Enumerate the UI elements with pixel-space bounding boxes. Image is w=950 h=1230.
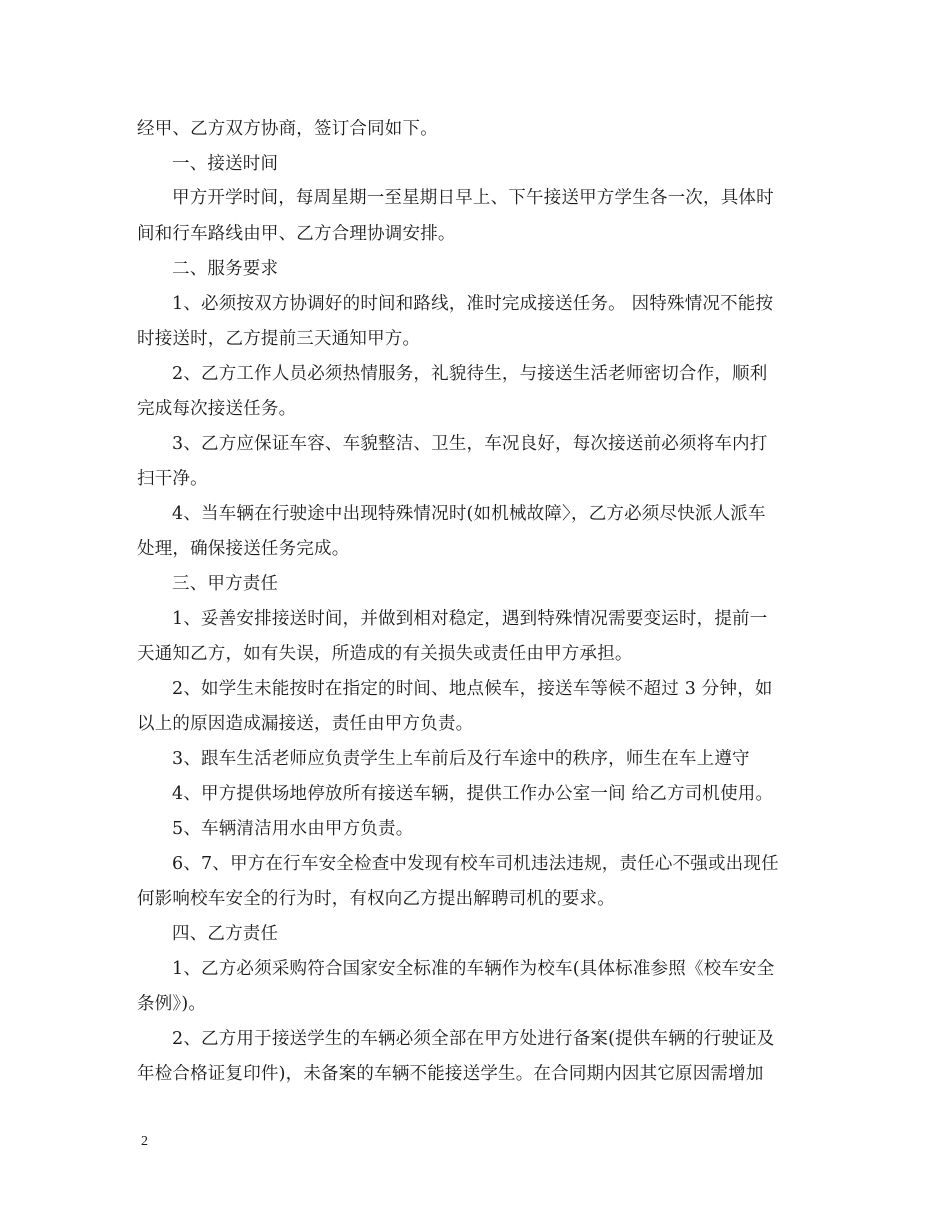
paragraph-line: 3、乙方应保证车容、车貌整洁、卫生，车况良好，每次接送前必须将车内打 bbox=[172, 434, 768, 454]
section-heading-pickup-time: 一、接送时间 bbox=[172, 154, 279, 174]
paragraph-line: 4、当车辆在行驶途中出现特殊情况时(如机械故障〉，乙方必须尽快派人派车 bbox=[172, 504, 766, 524]
paragraph-intro: 经甲、乙方双方协商，签订合同如下。 bbox=[137, 119, 438, 139]
paragraph-line: 4、甲方提供场地停放所有接送车辆，提供工作办公室一间 给乙方司机使用。 bbox=[172, 784, 774, 804]
paragraph-line: 天通知乙方，如有失误，所造成的有关损失或责任由甲方承担。 bbox=[137, 644, 633, 664]
section-heading-service-requirements: 二、服务要求 bbox=[172, 259, 279, 279]
paragraph-line: 间和行车路线由甲、乙方合理协调安排。 bbox=[137, 224, 456, 244]
paragraph-line: 扫干净。 bbox=[137, 469, 208, 489]
paragraph-line: 2、乙方用于接送学生的车辆必须全部在甲方处进行备案(提供车辆的行驶证及 bbox=[172, 1029, 775, 1049]
paragraph-line: 以上的原因造成漏接送，责任由甲方负责。 bbox=[137, 714, 474, 734]
paragraph-line: 1、妥善安排接送时间，并做到相对稳定，遇到特殊情况需要变运时，提前一 bbox=[172, 609, 768, 629]
paragraph-line: 6、7、甲方在行车安全检查中发现有校车司机违法违规，责任心不强或出现任 bbox=[172, 854, 779, 874]
paragraph-line: 条例》)。 bbox=[137, 994, 207, 1014]
paragraph-line: 2、乙方工作人员必须热情服务，礼貌待生，与接送生活老师密切合作，顺利 bbox=[172, 364, 768, 384]
page-number: 2 bbox=[141, 1134, 148, 1149]
paragraph-line: 处理，确保接送任务完成。 bbox=[137, 539, 350, 559]
paragraph-line: 甲方开学时间，每周星期一至星期日早上、下午接送甲方学生各一次，具体时 bbox=[172, 188, 774, 208]
section-heading-party-a-duties: 三、甲方责任 bbox=[172, 574, 279, 594]
paragraph-line: 何影响校车安全的行为时，有权向乙方提出解聘司机的要求。 bbox=[137, 889, 615, 909]
paragraph-line: 3、跟车生活老师应负责学生上车前后及行车途中的秩序，师生在车上遵守 bbox=[172, 749, 750, 769]
paragraph-line: 5、车辆清洁用水由甲方负责。 bbox=[172, 819, 414, 839]
section-heading-party-b-duties: 四、乙方责任 bbox=[172, 924, 279, 944]
paragraph-line: 1、乙方必须采购符合国家安全标准的车辆作为校车(具体标准参照《校车安全 bbox=[172, 959, 775, 979]
paragraph-line: 1、必须按双方协调好的时间和路线，准时完成接送任务。 因特殊情况不能按 bbox=[172, 294, 774, 314]
paragraph-line: 时接送时，乙方提前三天通知甲方。 bbox=[137, 329, 421, 349]
paragraph-line: 完成每次接送任务。 bbox=[137, 399, 297, 419]
paragraph-line: 2、如学生未能按时在指定的时间、地点候车，接送车等候不超过 3 分钟，如 bbox=[172, 679, 773, 699]
paragraph-line: 年检合格证复印件)，未备案的车辆不能接送学生。在合同期内因其它原因需增加 bbox=[137, 1064, 764, 1084]
